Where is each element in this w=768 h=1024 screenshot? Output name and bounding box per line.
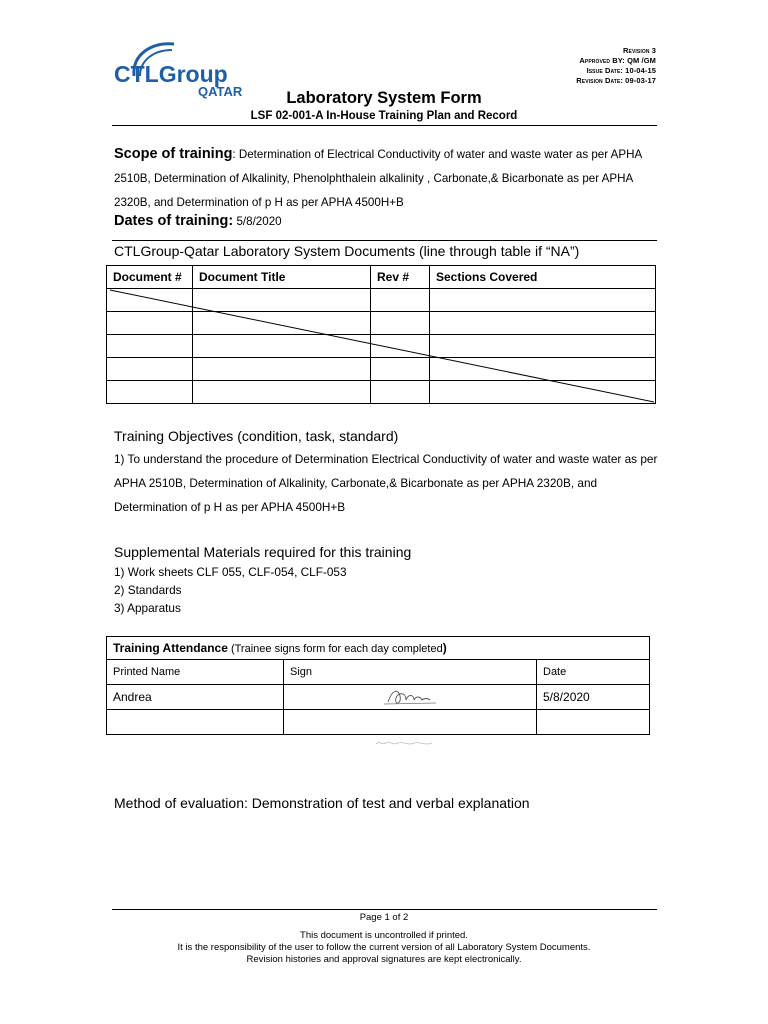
attendance-header-row [107, 660, 650, 685]
attendance-table [106, 636, 650, 735]
attendee-name: Andrea [107, 685, 284, 710]
col-printed-name: Printed Name [107, 660, 284, 685]
attendance-title: Training Attendance [113, 641, 228, 655]
dates-section [114, 213, 282, 229]
attendance-date: 5/8/2020 [537, 685, 650, 710]
header-divider [112, 125, 657, 126]
col-document-number: Document # [107, 266, 193, 289]
scope-section [114, 142, 659, 215]
scope-text: : Determination of Electrical Conductivity of water and waste water as per APHA 2510B, Determination of Alkalinity, Phenolphthalein alkalinity , Carbonate,& Bicarbonate as per APHA 2320B, and Determination of p H as per APHA 4500H+B [114, 148, 642, 209]
handwritten-signature [380, 686, 440, 708]
list-item: 2) Standards [114, 583, 182, 597]
table-row [107, 685, 650, 710]
revision-block [576, 46, 656, 86]
attendance-title-row [107, 637, 650, 660]
footer-divider [112, 909, 657, 910]
col-document-title: Document Title [193, 266, 371, 289]
col-date: Date [537, 660, 650, 685]
method-of-evaluation: Method of evaluation: Demonstration of test and verbal explanation [114, 795, 530, 811]
objectives-heading: Training Objectives (condition, task, standard) [114, 428, 399, 444]
footer-line-1: This document is uncontrolled if printed. [300, 930, 468, 941]
issue-date: Issue Date: 10-04-15 [586, 66, 656, 75]
revision-date: Revision Date: 09-03-17 [576, 76, 656, 85]
page-number: Page 1 of 2 [359, 912, 409, 923]
logo-brand-text: CTLGroup [114, 61, 228, 87]
scope-label: Scope of training [114, 146, 233, 162]
form-subtitle: LSF 02-001-A In-House Training Plan and Record [250, 110, 518, 122]
table-row [107, 335, 656, 358]
footer-line-3: Revision histories and approval signatures are kept electronically. [246, 954, 522, 965]
objectives-text: 1) To understand the procedure of Determination Electrical Conductivity of water and waste water as per APHA 2510B, Determination of Alkalinity, Carbonate,& Bicarbonate as per APHA 2320B, and Determination of p H as per APHA 4500H+B [114, 452, 658, 514]
signature-cell [284, 685, 537, 710]
documents-table [106, 265, 656, 404]
table-row [107, 710, 650, 735]
list-item: 3) Apparatus [114, 601, 181, 615]
form-title: Laboratory System Form [286, 89, 482, 107]
attendance-note: (Trainee signs form for each day completed [227, 643, 443, 655]
documents-header-row [107, 266, 656, 289]
documents-divider [112, 240, 657, 241]
footer-line-2: It is the responsibility of the user to follow the current version of all Laboratory System Documents. [177, 942, 591, 953]
revision-number: Revision 3 [623, 46, 656, 55]
table-row [107, 312, 656, 335]
col-sign: Sign [284, 660, 537, 685]
approved-by: Approved BY: QM /GM [579, 56, 656, 65]
dates-label: Dates of training: [114, 213, 234, 229]
col-sections-covered: Sections Covered [430, 266, 656, 289]
col-rev-number: Rev # [371, 266, 430, 289]
list-item: 1) Work sheets CLF 055, CLF-054, CLF-053 [114, 565, 347, 579]
documents-heading: CTLGroup-Qatar Laboratory System Documents (line through table if “NA”) [114, 243, 580, 259]
supplemental-heading: Supplemental Materials required for this training [114, 544, 412, 560]
table-row [107, 289, 656, 312]
attendance-note-close: ) [442, 641, 447, 655]
table-row [107, 381, 656, 404]
table-row [107, 358, 656, 381]
logo-sub-text: QATAR [198, 84, 243, 99]
supplemental-list [114, 563, 347, 617]
faint-signature-mark [374, 738, 436, 748]
dates-value: 5/8/2020 [236, 215, 282, 228]
